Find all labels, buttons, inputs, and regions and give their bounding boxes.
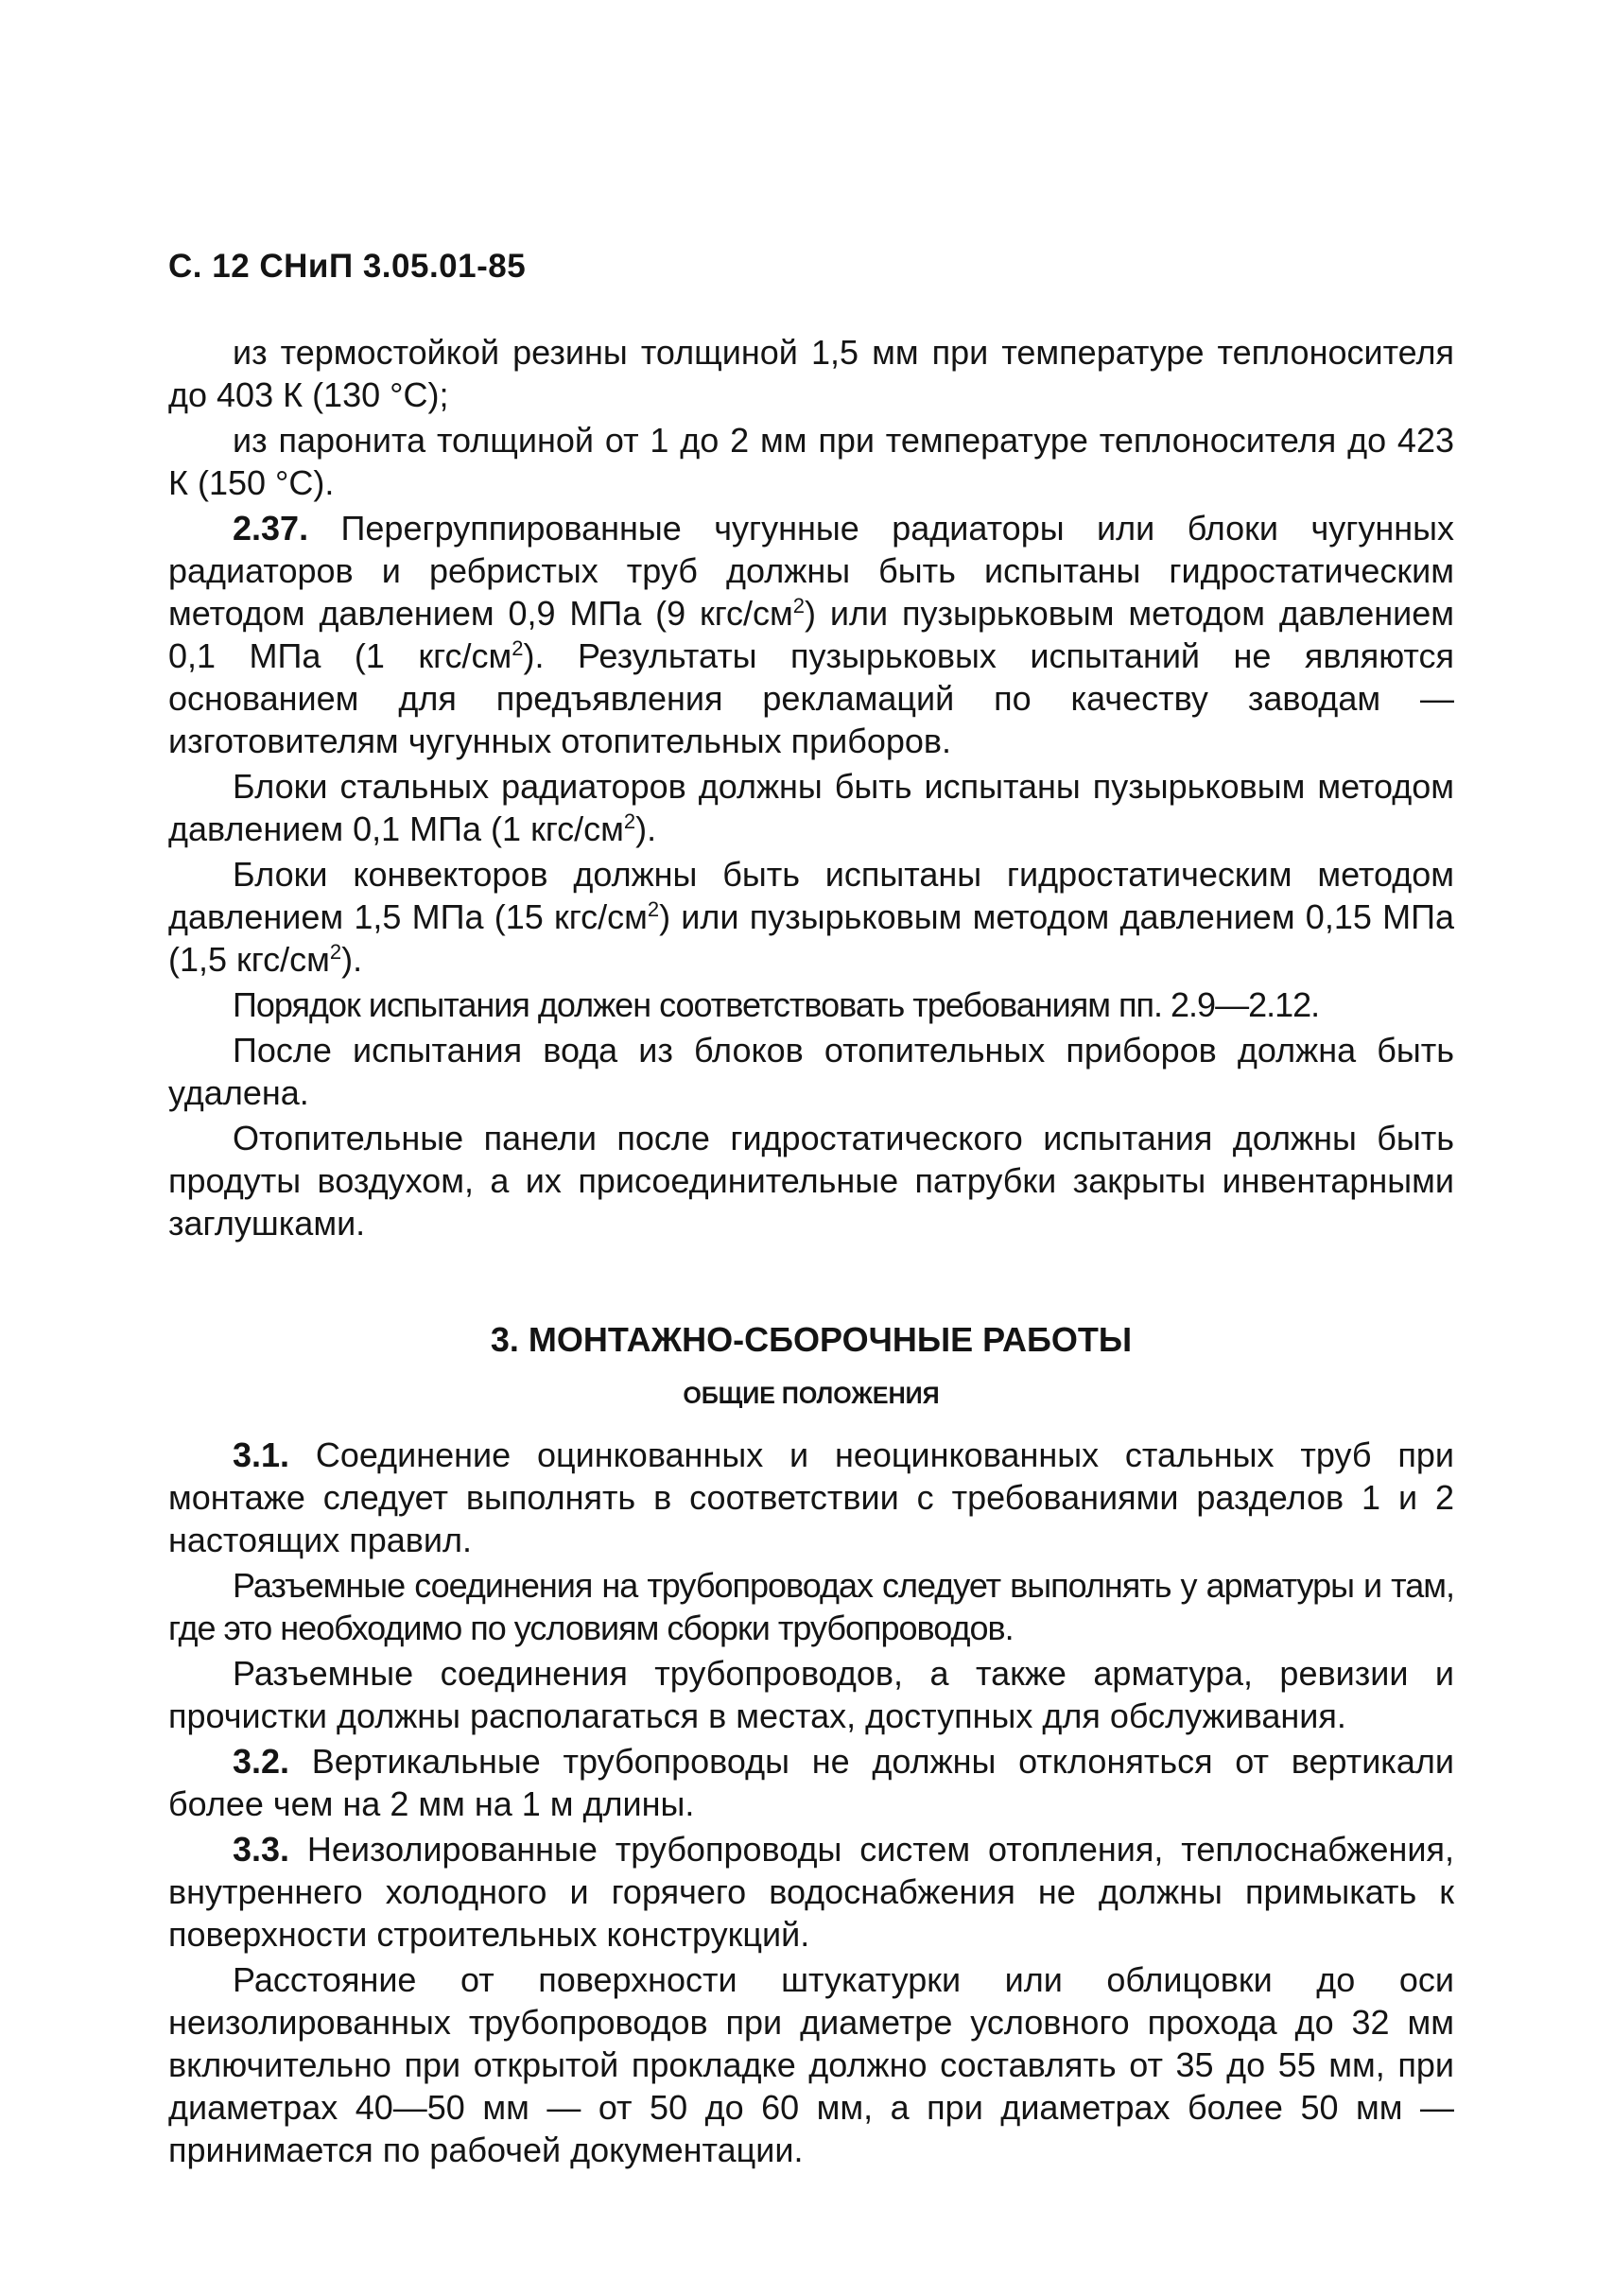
clause-number: 3.1.	[233, 1435, 290, 1474]
superscript: 2	[623, 809, 636, 833]
clause-text: ). Результаты пузырьковых испытаний не являются основанием для предъявления рекламаций по качеству заводам — изготовителям чугунных отопительных приборов.	[168, 636, 1454, 760]
paragraph-convectors	[168, 853, 1454, 981]
clause-number: 3.3.	[233, 1830, 290, 1869]
clause-text: Соединение оцинкованных и неоцинкованных стальных труб при монтаже следует выполнять в соответствии с требованиями разделов 1 и 2 настоящих правил.	[168, 1435, 1454, 1559]
running-head: С. 12 СНиП 3.05.01-85	[168, 248, 527, 285]
clause-number: 2.37.	[233, 509, 309, 548]
clause-text: Вертикальные трубопроводы не должны отклоняться от вертикали более чем на 2 мм на 1 м длины.	[168, 1742, 1454, 1823]
section-title: 3. МОНТАЖНО-СБОРОЧНЫЕ РАБОТЫ	[490, 1320, 1133, 1359]
paragraph-joints-access: Разъемные соединения трубопроводов, а также арматура, ревизии и прочистки должны располагаться в местах, доступных для обслуживания.	[168, 1654, 1454, 1735]
paragraph-3-3	[168, 1828, 1454, 1956]
superscript: 2	[329, 940, 342, 964]
paragraph-test-order: Порядок испытания должен соответствовать требованиям пп. 2.9—2.12.	[233, 985, 1320, 1024]
paragraph-heating-panels: Отопительные панели после гидростатического испытания должны быть продуты воздухом, а их присоединительные патрубки закрыты инвентарными заглушками.	[168, 1119, 1454, 1243]
clause-number: 3.2.	[233, 1742, 290, 1781]
paragraph-text: Блоки стальных радиаторов должны быть испытаны пузырьковым методом давлением 0,1 МПа (1 кгс/см	[168, 767, 1454, 848]
clause-text: Неизолированные трубопроводы систем отопления, теплоснабжения, внутреннего холодного и горячего водоснабжения не должны примыкать к поверхности строительных конструкций.	[168, 1830, 1454, 1954]
paragraph-steel-radiators	[168, 765, 1454, 850]
paragraph-3-1	[168, 1434, 1454, 1561]
paragraph-3-2	[168, 1740, 1454, 1825]
paragraph-pipe-distance: Расстояние от поверхности штукатурки или облицовки до оси неизолированных трубопроводов при диаметре условного прохода до 32 мм включительно при открытой прокладке должно составлять от 35 до 55 мм, при диаметрах 40—50 мм — от 50 до 60 мм, а при диаметрах более 50 мм — принимается по рабочей документации.	[168, 1960, 1454, 2169]
paragraph-water-removal: После испытания вода из блоков отопительных приборов должна быть удалена.	[168, 1031, 1454, 1112]
superscript: 2	[647, 897, 660, 921]
paragraph-text: ) или пузырьковым методом давлением 0,15 МПа (1,5 кгс/см	[168, 897, 1454, 979]
paragraph-text: Блоки конвекторов должны быть испытаны гидростатическим методом давлением 1,5 МПа (15 кгс/см	[168, 855, 1454, 936]
paragraph-text: ).	[635, 809, 657, 848]
paragraph-detachable-joints: Разъемные соединения на трубопроводах следует выполнять у арматуры и там, где это необходимо по условиям сборки трубопроводов.	[168, 1566, 1454, 1647]
clause-text: ) или пузырьковым методом давлением 0,1 МПа (1 кгс/см	[168, 594, 1454, 675]
superscript: 2	[792, 594, 806, 617]
section-subtitle: ОБЩИЕ ПОЛОЖЕНИЯ	[683, 1383, 940, 1409]
paragraph-gasket-paronite: из паронита толщиной от 1 до 2 мм при температуре теплоносителя до 423 К (150 °С).	[168, 421, 1454, 502]
paragraph-2-37	[168, 507, 1454, 762]
clause-text: Перегруппированные чугунные радиаторы или блоки чугунных радиаторов и ребристых труб должны быть испытаны гидростатическим методом давлением 0,9 МПа (9 кгс/см	[168, 509, 1454, 633]
body-text	[168, 331, 1454, 2174]
paragraph-text: ).	[341, 940, 363, 979]
superscript: 2	[512, 636, 524, 660]
paragraph-gasket-rubber: из термостойкой резины толщиной 1,5 мм при температуре теплоносителя до 403 К (130 °С);	[168, 333, 1454, 414]
